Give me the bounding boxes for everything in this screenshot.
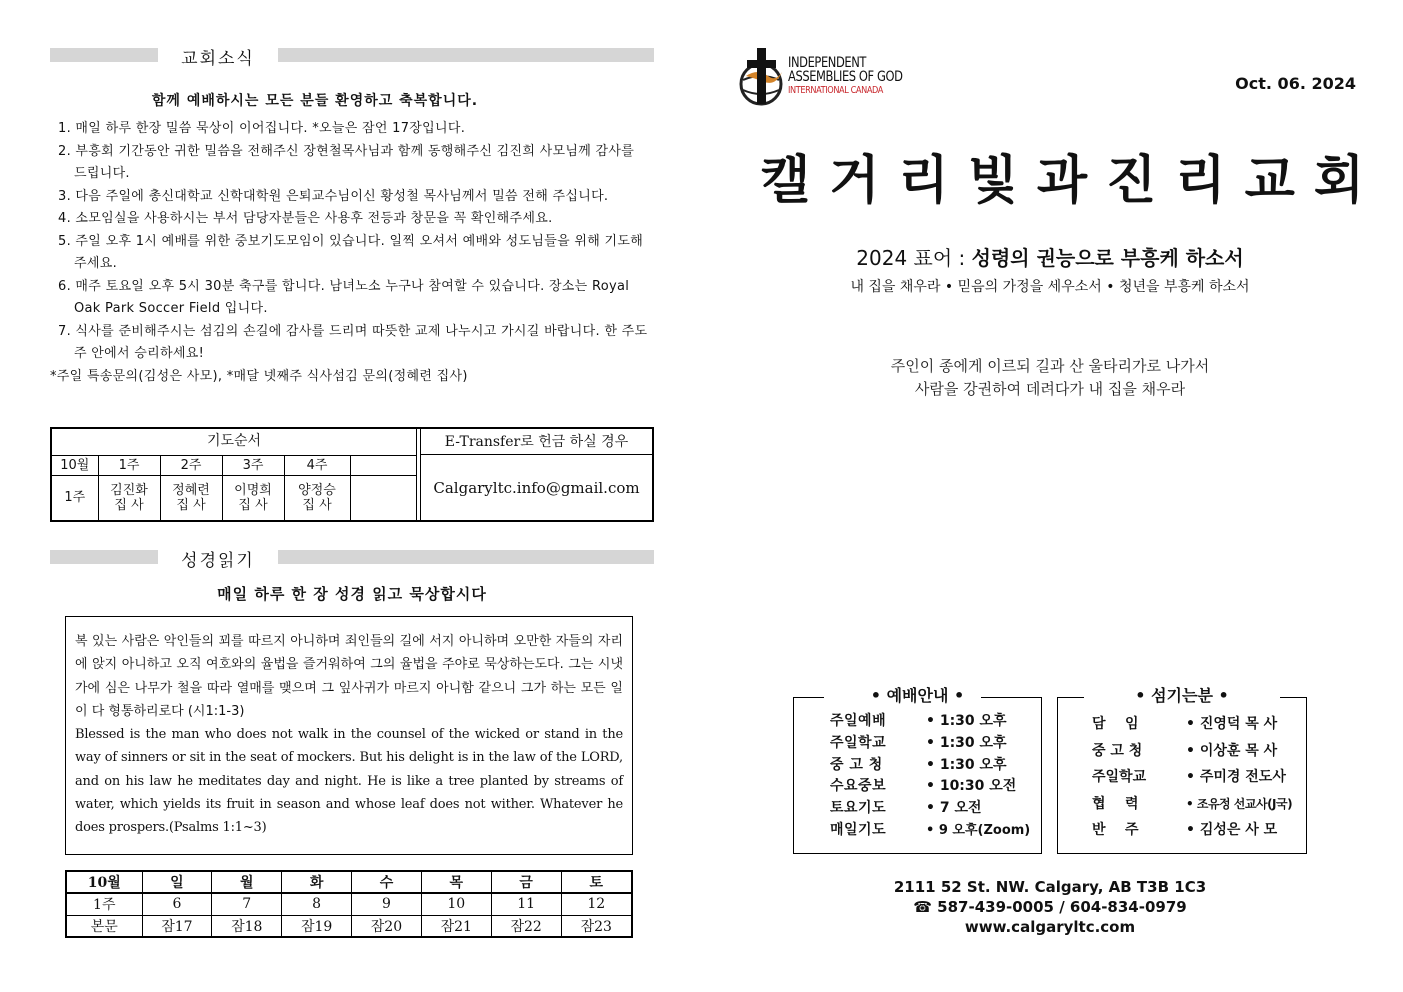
logo-line-1: INDEPENDENT: [788, 55, 867, 71]
header-bar-left: [50, 550, 158, 564]
reading-schedule: [65, 870, 633, 938]
worship-row: [794, 711, 1041, 733]
prayer-person: [160, 475, 222, 520]
logo-line-2: ASSEMBLIES OF GOD: [788, 69, 903, 85]
verse-box: [65, 616, 633, 855]
service-name: 주일예배: [830, 713, 887, 729]
server-row: [1058, 711, 1306, 738]
sub-motto: 내 집을 채우라 • 믿음의 가정을 세우소서 • 청년을 부흥케 하소서: [850, 279, 1250, 295]
worship-guide-box: [793, 686, 1042, 854]
server-name: • 조유정 선교사(J국): [1186, 796, 1293, 811]
server-row: [1058, 738, 1306, 765]
bible-reading-title: 성경읽기: [181, 551, 255, 571]
notice-item: 4. 소모임실을 사용하시는 부서 담당자분들은 사용후 전등과 창문을 꼭 확인해주세요.: [58, 211, 553, 226]
bulletin-date: Oct. 06. 2024: [1235, 74, 1356, 93]
prayer-person-role: 집 사: [114, 497, 144, 513]
notice-item: 1. 매일 하루 한장 밀씀 묵상이 이어집니다. *오늘은 잠언 17장입니다.: [58, 121, 466, 136]
server-name: • 주미경 전도사: [1186, 769, 1286, 785]
globe-cross-icon: [738, 46, 788, 108]
notice-item: 6. 매주 토요일 오후 5시 30분 축구를 합니다. 남녀노소 누구나 참여할 수 있습니다. 장소는 Royal Oak Park Soccer Field 입니다.: [58, 278, 630, 316]
server-row: [1058, 817, 1306, 844]
church-address: 2111 52 St. NW. Calgary, AB T3B 1C3: [893, 878, 1207, 896]
prayer-week-header: 2주: [160, 455, 222, 475]
church-website[interactable]: www.calgaryltc.com: [964, 918, 1136, 936]
service-name: 중 고 청: [830, 756, 883, 773]
server-name: • 김성은 사 모: [1186, 822, 1278, 838]
schedule-text: 잠18: [212, 915, 282, 937]
schedule-text: 잠22: [491, 915, 561, 937]
schedule-text-label: 본문: [66, 915, 142, 937]
schedule-month: 10월: [66, 871, 142, 893]
prayer-empty-cell: [350, 475, 416, 520]
prayer-row-label: 1주: [52, 475, 98, 520]
schedule-date: 8: [282, 893, 352, 915]
notice-footnote: *주일 특송문의(김성은 사모), *매달 넷째주 식사섬김 문의(정혜련 집사): [50, 368, 468, 384]
service-time: • 10:30 오전: [926, 778, 1017, 795]
prayer-order-table: [52, 429, 416, 520]
prayer-week-header: 4주: [284, 455, 350, 475]
worship-row: [794, 798, 1041, 820]
service-time: • 1:30 오후: [926, 756, 1007, 773]
prayer-person-role: 집 사: [176, 497, 206, 513]
motto-prefix: 2024 표어 :: [856, 246, 972, 270]
contact-info: [720, 877, 1380, 937]
notice-item: 2. 부흥회 기간동안 귀한 밀씀을 전해주신 장현철목사님과 함께 동행해주신 김진희 사모님께 감사를 드립니다.: [58, 143, 635, 181]
notice-item: 3. 다음 주일에 총신대학교 신학대학원 은퇴교수님이신 황성철 목사님께서 밀씀 전해 주십니다.: [58, 188, 609, 204]
header-bar-right: [278, 48, 654, 62]
schedule-day: 목: [421, 871, 491, 893]
schedule-date: 6: [142, 893, 212, 915]
logo-line-3: INTERNATIONAL CANADA: [788, 85, 884, 96]
bible-reading-subtitle: 매일 하루 한 장 성경 읽고 묵상합시다: [217, 585, 487, 603]
schedule-text: 잠19: [282, 915, 352, 937]
etransfer-email: Calgaryltc.info@gmail.com: [433, 479, 640, 497]
schedule-day: 화: [282, 871, 352, 893]
scripture-line: 주인이 종에게 이르되 길과 산 울타리가로 나가서: [890, 357, 1210, 375]
header-bar-right: [278, 550, 654, 564]
schedule-date: 11: [491, 893, 561, 915]
prayer-person: [98, 475, 160, 520]
server-role: 반 주: [1092, 822, 1139, 838]
prayer-month: 10월: [52, 455, 98, 475]
annual-motto: [720, 242, 1380, 271]
server-role: 담 임: [1092, 716, 1139, 732]
schedule-day: 일: [142, 871, 212, 893]
prayer-and-etransfer-box: [50, 427, 654, 522]
church-name: 캘거리빛과진리교회: [760, 151, 1384, 211]
notice-item: 5. 주일 오후 1시 예배를 위한 중보기도모임이 있습니다. 일찍 오셔서 예배와 성도님들을 위해 기도해주세요.: [58, 233, 644, 271]
prayer-person-name: 양정승: [298, 482, 336, 498]
prayer-person-role: 집 사: [238, 497, 268, 513]
prayer-order-title: 기도순서: [52, 429, 416, 455]
server-role: 협 력: [1092, 795, 1139, 812]
cover-scripture: [720, 355, 1380, 401]
schedule-date: 10: [421, 893, 491, 915]
church-logo: [738, 46, 938, 110]
schedule-day: 월: [212, 871, 282, 893]
schedule-date: 7: [212, 893, 282, 915]
church-phone: ☎ 587-439-0005 / 604-834-0979: [913, 898, 1187, 916]
schedule-date: 12: [561, 893, 632, 915]
prayer-week-header: 1주: [98, 455, 160, 475]
worship-row: [794, 733, 1041, 755]
schedule-text: 잠23: [561, 915, 632, 937]
worship-row: [794, 776, 1041, 798]
welcome-message: 함께 예배하시는 모든 분들 환영하고 축복합니다.: [151, 93, 479, 109]
schedule-day: 금: [491, 871, 561, 893]
service-time: • 7 오전: [926, 800, 982, 817]
service-name: 주일학교: [830, 734, 887, 751]
verse-english: Blessed is the man who does not walk in the counsel of the wicked or stand in the way of sinners or sit in the seat of mockers. But his delight is in the law of the LORD, and on his law he meditates day and night. He is like a tree planted by streams of water, which yields its fruit in season and whose leaf does not wither. Whatever he does prospers.(Psalms 1:1~3): [75, 727, 623, 836]
worship-guide-title: • 예배안내 •: [870, 686, 965, 705]
worship-row: [794, 820, 1041, 842]
bible-reading-header: [50, 546, 654, 571]
servers-title: • 섬기는분 •: [1135, 686, 1229, 705]
schedule-text: 잠21: [421, 915, 491, 937]
church-news-title: 교회소식: [181, 49, 255, 69]
server-role: 중 고 청: [1092, 742, 1143, 759]
prayer-week-header: 3주: [222, 455, 284, 475]
schedule-week-label: 1주: [66, 893, 142, 915]
schedule-day: 토: [561, 871, 632, 893]
schedule-date: 9: [352, 893, 422, 915]
logo-text: [788, 56, 903, 98]
server-rows: [1058, 711, 1306, 844]
prayer-person-name: 이명희: [234, 482, 272, 498]
motto-text: 성령의 권능으로 부흥케 하소서: [971, 246, 1244, 270]
server-row: [1058, 764, 1306, 791]
church-news-header: [50, 44, 654, 69]
service-time: • 1:30 오후: [926, 734, 1007, 751]
scripture-line: 사람을 강권하여 데려다가 내 집을 채우라: [914, 380, 1186, 398]
server-role: 주일학교: [1092, 769, 1147, 785]
prayer-person: [284, 475, 350, 520]
service-name: 수요중보: [830, 778, 887, 795]
server-name: • 이상훈 목 사: [1186, 742, 1278, 759]
schedule-text: 잠20: [352, 915, 422, 937]
server-row: [1058, 791, 1306, 818]
header-bar-left: [50, 48, 158, 62]
service-time: • 9 오후(Zoom): [926, 822, 1031, 838]
prayer-person-role: 집 사: [302, 497, 332, 513]
service-name: 토요기도: [830, 800, 887, 817]
servers-box: [1057, 686, 1307, 854]
notice-list: [50, 118, 648, 388]
notice-item: 7. 식사를 준비해주시는 섬김의 손길에 감사를 드리며 따뜻한 교제 나누시고 가시길 바랍니다. 한 주도 주 안에서 승리하세요!: [58, 323, 648, 361]
server-name: • 진영덕 목 사: [1186, 716, 1278, 732]
service-name: 매일기도: [830, 821, 887, 838]
schedule-day: 수: [352, 871, 422, 893]
prayer-empty-cell: [350, 455, 416, 475]
verse-korean: 복 있는 사람은 악인들의 꾀를 따르지 아니하며 죄인들의 길에 서지 아니하며 오만한 자들의 자리에 앉지 아니하고 오직 여호와의 율법을 즐거워하여 그의 율법을 주야로 묵상하는도다. 그는 시냇가에 심은 나무가 철을 따라 열매를 맺으며 그 잎사귀가 마르지 아니함 같으니 그가 하는 모든 일이 다 형통하리로다 (시1:1-3): [75, 634, 623, 719]
worship-rows: [794, 711, 1041, 842]
schedule-text: 잠17: [142, 915, 212, 937]
worship-row: [794, 755, 1041, 777]
prayer-person-name: 정혜련: [172, 482, 210, 498]
prayer-person-name: 김진화: [110, 482, 148, 498]
etransfer-box: [420, 429, 652, 520]
etransfer-title: E-Transfer로 헌금 하실 경우: [421, 429, 652, 455]
service-time: • 1:30 오후: [926, 713, 1007, 729]
prayer-person: [222, 475, 284, 520]
